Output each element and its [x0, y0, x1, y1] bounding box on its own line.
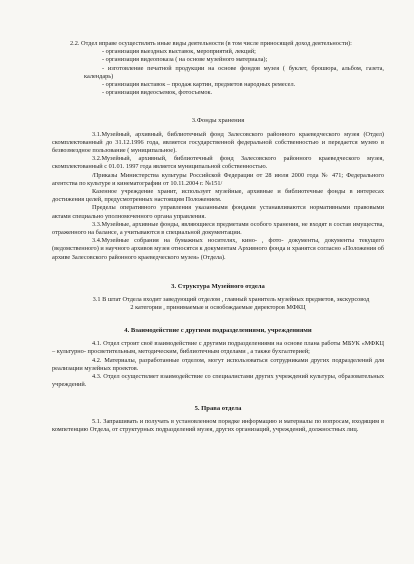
section3-paragraph: /Приказы Министерства культуры Российской Федерации от 28 июля 2000 года № 471; Федерального агентства по культуре и кинематографии от 10.11.2004 г. №151/	[52, 171, 384, 187]
section4-heading: 3. Структура Музейного отдела	[171, 282, 265, 290]
section2-item: - организация видеопоказа ( на основе музейного материала);	[102, 56, 268, 64]
section3-paragraph: Казенное учреждение хранит, использует музейные, архивные и библиотечные фонды в интересах достижения целей, предусмотренных настоящим Положением.	[52, 188, 384, 204]
section5-paragraph: 4.1. Отдел строит своё взаимодействие с другими подразделениями на основе плана работы МБУК «МФКЦ – культурно- просветительным, методическим, библиотечным отделами , а также бухгалтерией;	[52, 340, 384, 356]
section6-heading: 5. Права отдела	[194, 404, 242, 412]
section3-paragraph: 3.1.Музейный, архивный, библиотечный фонд Залесовского районного краеведческого музея (Отдел) скомплектованный до 31.12.1996 года, является государственной федеральной собственностью и передается музею в безвозмездное пользование ( муниципальное).	[52, 130, 384, 155]
section2-item: - организация выездных выставок, мероприятий, лекций;	[102, 48, 256, 56]
section4-text: 3.1 В штат Отдела входит заведующий отделом , главный хранитель музейных предметов, экскурсовод 2 категории , принимаемые и освобождаемые директоров МФКЦ	[92, 295, 370, 312]
spacer	[52, 312, 384, 326]
section3-paragraph: 3.4.Музейные собрания на бумажных носителях, кино- , фото- документы, документы текущего (ведомственного) и научного архивов музея относятся к документам Архивного фонда и хранятся согласно «Положения об архиве Залесовского районного краеведческого музея» (Отдела).	[52, 237, 384, 261]
section3-heading: 3.Фонды хранения	[191, 117, 245, 125]
section5-heading: 4. Взаимодействие с другими подразделениями, учреждениями	[124, 327, 312, 335]
section2-item: - организация видеосъемок, фотосъемок.	[102, 89, 213, 97]
section3-paragraph: Пределы оперативного управления указанными фондами устанавливаются нормативными правовыми актами специально уполномоченного органа управления.	[52, 204, 384, 220]
section3-paragraph: 3.2.Музейный, архивный, библиотечный фонд Залесовского районного краеведческого музея, скомплектованный с 01.01. 1997 года является муниципальной собственностью.	[52, 155, 384, 171]
section2-item: - организация выставок – продаж картин, предметов народных ремесел.	[102, 81, 296, 89]
spacer	[52, 97, 384, 117]
section6-text: 5.1. Запрашивать и получать в установленном порядке информацию и материалы по вопросам, входящим в компетенцию Отдела, от структурных подразделений музея, других организаций, учреждений, должностных лиц.	[52, 417, 384, 433]
section3-paragraph: 3.3.Музейные, архивные фонды, являющиеся предметами особого хранения, не входят в состав имущества, отраженного на балансе, а учитываются в специальной документации.	[52, 220, 384, 237]
spacer	[52, 262, 384, 282]
section5-paragraph: 4.3. Отдел осуществляет взаимодействие со специалистами других учреждений культуры, образовательных учреждений.	[52, 373, 384, 389]
section2-intro: 2.2. Отдел вправе осуществлять иные виды деятельности (в том числе приносящей доход деятельности):	[70, 40, 352, 47]
spacer	[52, 390, 384, 404]
section5-paragraph: 4.2. Материалы, разработанные отделом, могут использоваться сотрудниками других подразделений для реализации музейных проектов.	[52, 356, 384, 372]
section2-item: - изготовление печатной продукции на основе фондов музея ( буклет, брошюра, альбом, газета, календарь)	[84, 64, 384, 80]
